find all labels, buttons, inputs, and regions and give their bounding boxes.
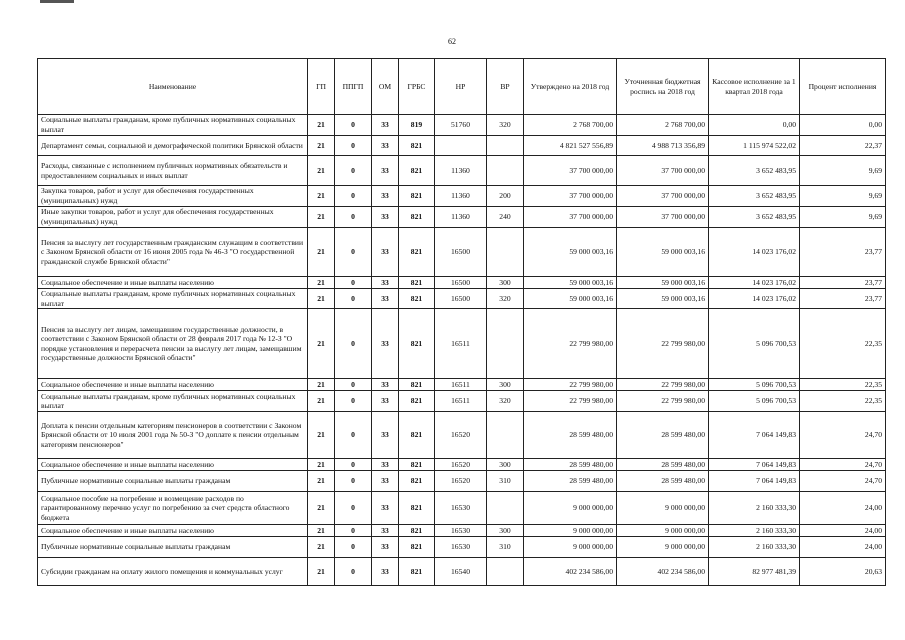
nr-cell: 16530 — [435, 525, 487, 537]
vr-cell: 200 — [487, 186, 524, 207]
vr-cell: 240 — [487, 207, 524, 228]
approved-cell: 59 000 003,16 — [524, 228, 617, 277]
vr-cell: 300 — [487, 277, 524, 289]
cash-cell: 5 096 700,53 — [709, 379, 800, 391]
grbs-cell: 821 — [399, 207, 435, 228]
approved-cell: 28 599 480,00 — [524, 459, 617, 471]
ppgp-cell: 0 — [335, 525, 372, 537]
name-cell: Социальное пособие на погребение и возмещение расходов по гарантированному перечню услуг по погребению за счет средств областного бюджета — [38, 492, 308, 525]
table-row — [38, 558, 886, 586]
column-header: Уточненная бюджетная роспись на 2018 год — [617, 59, 709, 115]
refined-cell: 22 799 980,00 — [617, 391, 709, 412]
refined-cell: 28 599 480,00 — [617, 459, 709, 471]
nr-cell — [435, 136, 487, 156]
grbs-cell: 821 — [399, 136, 435, 156]
nr-cell: 16500 — [435, 289, 487, 309]
gp-cell: 21 — [308, 186, 335, 207]
grbs-cell: 821 — [399, 309, 435, 379]
column-header: Кассовое исполнение за 1 квартал 2018 года — [709, 59, 800, 115]
percent-cell: 22,35 — [800, 309, 886, 379]
gp-cell: 21 — [308, 492, 335, 525]
cash-cell: 5 096 700,53 — [709, 391, 800, 412]
cash-cell: 2 160 333,30 — [709, 525, 800, 537]
gp-cell: 21 — [308, 136, 335, 156]
approved-cell: 2 768 700,00 — [524, 115, 617, 136]
percent-cell: 9,69 — [800, 156, 886, 186]
percent-cell: 23,77 — [800, 277, 886, 289]
table-row — [38, 379, 886, 391]
percent-cell: 22,35 — [800, 391, 886, 412]
name-cell: Социальное обеспечение и иные выплаты населению — [38, 525, 308, 537]
percent-cell: 20,63 — [800, 558, 886, 586]
column-header: НР — [435, 59, 487, 115]
grbs-cell: 821 — [399, 379, 435, 391]
table-row — [38, 309, 886, 379]
nr-cell: 16520 — [435, 412, 487, 459]
approved-cell: 28 599 480,00 — [524, 471, 617, 492]
approved-cell: 22 799 980,00 — [524, 391, 617, 412]
cash-cell: 7 064 149,83 — [709, 459, 800, 471]
name-cell: Социальные выплаты гражданам, кроме публичных нормативных социальных выплат — [38, 391, 308, 412]
name-cell: Социальное обеспечение и иные выплаты населению — [38, 379, 308, 391]
om-cell: 33 — [372, 277, 399, 289]
gp-cell: 21 — [308, 207, 335, 228]
vr-cell — [487, 412, 524, 459]
refined-cell: 59 000 003,16 — [617, 289, 709, 309]
percent-cell: 0,00 — [800, 115, 886, 136]
name-cell: Закупка товаров, работ и услуг для обеспечения государственных (муниципальных) нужд — [38, 186, 308, 207]
approved-cell: 59 000 003,16 — [524, 289, 617, 309]
scan-mark — [40, 0, 74, 3]
table-row — [38, 471, 886, 492]
refined-cell: 37 700 000,00 — [617, 207, 709, 228]
refined-cell: 22 799 980,00 — [617, 309, 709, 379]
name-cell: Социальные выплаты гражданам, кроме публичных нормативных социальных выплат — [38, 115, 308, 136]
refined-cell: 2 768 700,00 — [617, 115, 709, 136]
grbs-cell: 821 — [399, 228, 435, 277]
vr-cell: 300 — [487, 525, 524, 537]
om-cell: 33 — [372, 412, 399, 459]
om-cell: 33 — [372, 289, 399, 309]
om-cell: 33 — [372, 459, 399, 471]
vr-cell: 300 — [487, 459, 524, 471]
om-cell: 33 — [372, 156, 399, 186]
om-cell: 33 — [372, 207, 399, 228]
percent-cell: 24,00 — [800, 525, 886, 537]
gp-cell: 21 — [308, 525, 335, 537]
ppgp-cell: 0 — [335, 558, 372, 586]
om-cell: 33 — [372, 537, 399, 558]
refined-cell: 22 799 980,00 — [617, 379, 709, 391]
om-cell: 33 — [372, 492, 399, 525]
name-cell: Пенсия за выслугу лет лицам, замещавшим государственные должности, в соответствии с Законом Брянской области от 28 февраля 2017 года № 12-З "О порядке установления и перерасчета пенсии за выслугу лет лицам, замещавшим государственные должности Брянской области" — [38, 309, 308, 379]
table-row — [38, 459, 886, 471]
page-number: 62 — [448, 37, 456, 46]
vr-cell: 310 — [487, 471, 524, 492]
ppgp-cell: 0 — [335, 309, 372, 379]
approved-cell: 37 700 000,00 — [524, 207, 617, 228]
cash-cell: 7 064 149,83 — [709, 471, 800, 492]
ppgp-cell: 0 — [335, 228, 372, 277]
table-header-row — [38, 59, 886, 115]
percent-cell: 22,35 — [800, 379, 886, 391]
column-header: Утверждено на 2018 год — [524, 59, 617, 115]
om-cell: 33 — [372, 525, 399, 537]
nr-cell: 16530 — [435, 537, 487, 558]
ppgp-cell: 0 — [335, 379, 372, 391]
budget-table — [37, 58, 886, 586]
table-row — [38, 115, 886, 136]
refined-cell: 9 000 000,00 — [617, 537, 709, 558]
table-row — [38, 277, 886, 289]
approved-cell: 9 000 000,00 — [524, 537, 617, 558]
name-cell: Социальное обеспечение и иные выплаты населению — [38, 459, 308, 471]
ppgp-cell: 0 — [335, 136, 372, 156]
ppgp-cell: 0 — [335, 289, 372, 309]
refined-cell: 402 234 586,00 — [617, 558, 709, 586]
name-cell: Публичные нормативные социальные выплаты гражданам — [38, 471, 308, 492]
table-row — [38, 186, 886, 207]
ppgp-cell: 0 — [335, 115, 372, 136]
gp-cell: 21 — [308, 412, 335, 459]
om-cell: 33 — [372, 471, 399, 492]
grbs-cell: 821 — [399, 277, 435, 289]
grbs-cell: 821 — [399, 558, 435, 586]
vr-cell: 320 — [487, 289, 524, 309]
table-row — [38, 412, 886, 459]
ppgp-cell: 0 — [335, 186, 372, 207]
nr-cell: 16500 — [435, 277, 487, 289]
ppgp-cell: 0 — [335, 207, 372, 228]
vr-cell — [487, 136, 524, 156]
gp-cell: 21 — [308, 289, 335, 309]
om-cell: 33 — [372, 115, 399, 136]
table-row — [38, 207, 886, 228]
name-cell: Субсидии гражданам на оплату жилого помещения и коммунальных услуг — [38, 558, 308, 586]
percent-cell: 24,70 — [800, 459, 886, 471]
ppgp-cell: 0 — [335, 537, 372, 558]
gp-cell: 21 — [308, 228, 335, 277]
om-cell: 33 — [372, 228, 399, 277]
column-header: ГРБС — [399, 59, 435, 115]
refined-cell: 37 700 000,00 — [617, 186, 709, 207]
name-cell: Департамент семьи, социальной и демографической политики Брянской области — [38, 136, 308, 156]
column-header: ОМ — [372, 59, 399, 115]
om-cell: 33 — [372, 186, 399, 207]
nr-cell: 16511 — [435, 379, 487, 391]
gp-cell: 21 — [308, 391, 335, 412]
gp-cell: 21 — [308, 459, 335, 471]
gp-cell: 21 — [308, 471, 335, 492]
vr-cell: 320 — [487, 115, 524, 136]
column-header: ГП — [308, 59, 335, 115]
grbs-cell: 821 — [399, 289, 435, 309]
name-cell: Иные закупки товаров, работ и услуг для обеспечения государственных (муниципальных) нужд — [38, 207, 308, 228]
approved-cell: 28 599 480,00 — [524, 412, 617, 459]
gp-cell: 21 — [308, 156, 335, 186]
approved-cell: 22 799 980,00 — [524, 379, 617, 391]
nr-cell: 11360 — [435, 186, 487, 207]
approved-cell: 9 000 000,00 — [524, 525, 617, 537]
grbs-cell: 821 — [399, 459, 435, 471]
nr-cell: 16530 — [435, 492, 487, 525]
gp-cell: 21 — [308, 558, 335, 586]
name-cell: Социальные выплаты гражданам, кроме публичных нормативных социальных выплат — [38, 289, 308, 309]
refined-cell: 28 599 480,00 — [617, 412, 709, 459]
vr-cell: 300 — [487, 379, 524, 391]
cash-cell: 7 064 149,83 — [709, 412, 800, 459]
ppgp-cell: 0 — [335, 156, 372, 186]
gp-cell: 21 — [308, 379, 335, 391]
column-header: ВР — [487, 59, 524, 115]
name-cell: Доплата к пенсии отдельным категориям пенсионеров в соответствии с Законом Брянской области от 10 июля 2001 года № 50-З "О доплате к пенсии отдельным категориям пенсионеров" — [38, 412, 308, 459]
grbs-cell: 821 — [399, 412, 435, 459]
cash-cell: 3 652 483,95 — [709, 156, 800, 186]
vr-cell: 310 — [487, 537, 524, 558]
gp-cell: 21 — [308, 115, 335, 136]
percent-cell: 23,77 — [800, 289, 886, 309]
grbs-cell: 821 — [399, 156, 435, 186]
table-row — [38, 136, 886, 156]
percent-cell: 9,69 — [800, 186, 886, 207]
cash-cell: 5 096 700,53 — [709, 309, 800, 379]
grbs-cell: 821 — [399, 537, 435, 558]
ppgp-cell: 0 — [335, 459, 372, 471]
table-row — [38, 537, 886, 558]
table-row — [38, 156, 886, 186]
column-header: Процент исполнения — [800, 59, 886, 115]
ppgp-cell: 0 — [335, 412, 372, 459]
approved-cell: 59 000 003,16 — [524, 277, 617, 289]
vr-cell — [487, 309, 524, 379]
refined-cell: 28 599 480,00 — [617, 471, 709, 492]
cash-cell: 3 652 483,95 — [709, 207, 800, 228]
vr-cell — [487, 228, 524, 277]
approved-cell: 37 700 000,00 — [524, 156, 617, 186]
approved-cell: 22 799 980,00 — [524, 309, 617, 379]
grbs-cell: 821 — [399, 492, 435, 525]
column-header: ППГП — [335, 59, 372, 115]
name-cell: Пенсия за выслугу лет государственным гражданским служащим в соответствии с Законом Брянской области от 16 июня 2005 года № 46-З "О государственной гражданской службе Брянской области" — [38, 228, 308, 277]
nr-cell: 16520 — [435, 459, 487, 471]
om-cell: 33 — [372, 558, 399, 586]
approved-cell: 37 700 000,00 — [524, 186, 617, 207]
nr-cell: 51760 — [435, 115, 487, 136]
vr-cell — [487, 492, 524, 525]
cash-cell: 0,00 — [709, 115, 800, 136]
approved-cell: 9 000 000,00 — [524, 492, 617, 525]
nr-cell: 16540 — [435, 558, 487, 586]
om-cell: 33 — [372, 379, 399, 391]
percent-cell: 24,70 — [800, 412, 886, 459]
ppgp-cell: 0 — [335, 492, 372, 525]
gp-cell: 21 — [308, 277, 335, 289]
vr-cell: 320 — [487, 391, 524, 412]
percent-cell: 23,77 — [800, 228, 886, 277]
percent-cell: 9,69 — [800, 207, 886, 228]
refined-cell: 59 000 003,16 — [617, 228, 709, 277]
refined-cell: 59 000 003,16 — [617, 277, 709, 289]
nr-cell: 16520 — [435, 471, 487, 492]
refined-cell: 9 000 000,00 — [617, 492, 709, 525]
nr-cell: 16511 — [435, 309, 487, 379]
gp-cell: 21 — [308, 309, 335, 379]
gp-cell: 21 — [308, 537, 335, 558]
vr-cell — [487, 156, 524, 186]
cash-cell: 82 977 481,39 — [709, 558, 800, 586]
refined-cell: 4 988 713 356,89 — [617, 136, 709, 156]
refined-cell: 9 000 000,00 — [617, 525, 709, 537]
grbs-cell: 821 — [399, 391, 435, 412]
name-cell: Расходы, связанные с исполнением публичных нормативных обязательств и предоставлением социальных и иных выплат — [38, 156, 308, 186]
table-row — [38, 289, 886, 309]
table-row — [38, 492, 886, 525]
cash-cell: 3 652 483,95 — [709, 186, 800, 207]
percent-cell: 24,70 — [800, 471, 886, 492]
percent-cell: 24,00 — [800, 537, 886, 558]
grbs-cell: 821 — [399, 525, 435, 537]
table-row — [38, 525, 886, 537]
cash-cell: 1 115 974 522,02 — [709, 136, 800, 156]
om-cell: 33 — [372, 391, 399, 412]
nr-cell: 16500 — [435, 228, 487, 277]
ppgp-cell: 0 — [335, 471, 372, 492]
om-cell: 33 — [372, 136, 399, 156]
table-row — [38, 228, 886, 277]
grbs-cell: 821 — [399, 186, 435, 207]
table-row — [38, 391, 886, 412]
cash-cell: 14 023 176,02 — [709, 289, 800, 309]
percent-cell: 24,00 — [800, 492, 886, 525]
cash-cell: 2 160 333,30 — [709, 492, 800, 525]
om-cell: 33 — [372, 309, 399, 379]
name-cell: Социальное обеспечение и иные выплаты населению — [38, 277, 308, 289]
refined-cell: 37 700 000,00 — [617, 156, 709, 186]
approved-cell: 402 234 586,00 — [524, 558, 617, 586]
cash-cell: 14 023 176,02 — [709, 228, 800, 277]
cash-cell: 14 023 176,02 — [709, 277, 800, 289]
vr-cell — [487, 558, 524, 586]
nr-cell: 11360 — [435, 156, 487, 186]
cash-cell: 2 160 333,30 — [709, 537, 800, 558]
column-header: Наименование — [38, 59, 308, 115]
grbs-cell: 821 — [399, 471, 435, 492]
percent-cell: 22,37 — [800, 136, 886, 156]
ppgp-cell: 0 — [335, 277, 372, 289]
nr-cell: 11360 — [435, 207, 487, 228]
name-cell: Публичные нормативные социальные выплаты гражданам — [38, 537, 308, 558]
ppgp-cell: 0 — [335, 391, 372, 412]
approved-cell: 4 821 527 556,89 — [524, 136, 617, 156]
grbs-cell: 819 — [399, 115, 435, 136]
nr-cell: 16511 — [435, 391, 487, 412]
